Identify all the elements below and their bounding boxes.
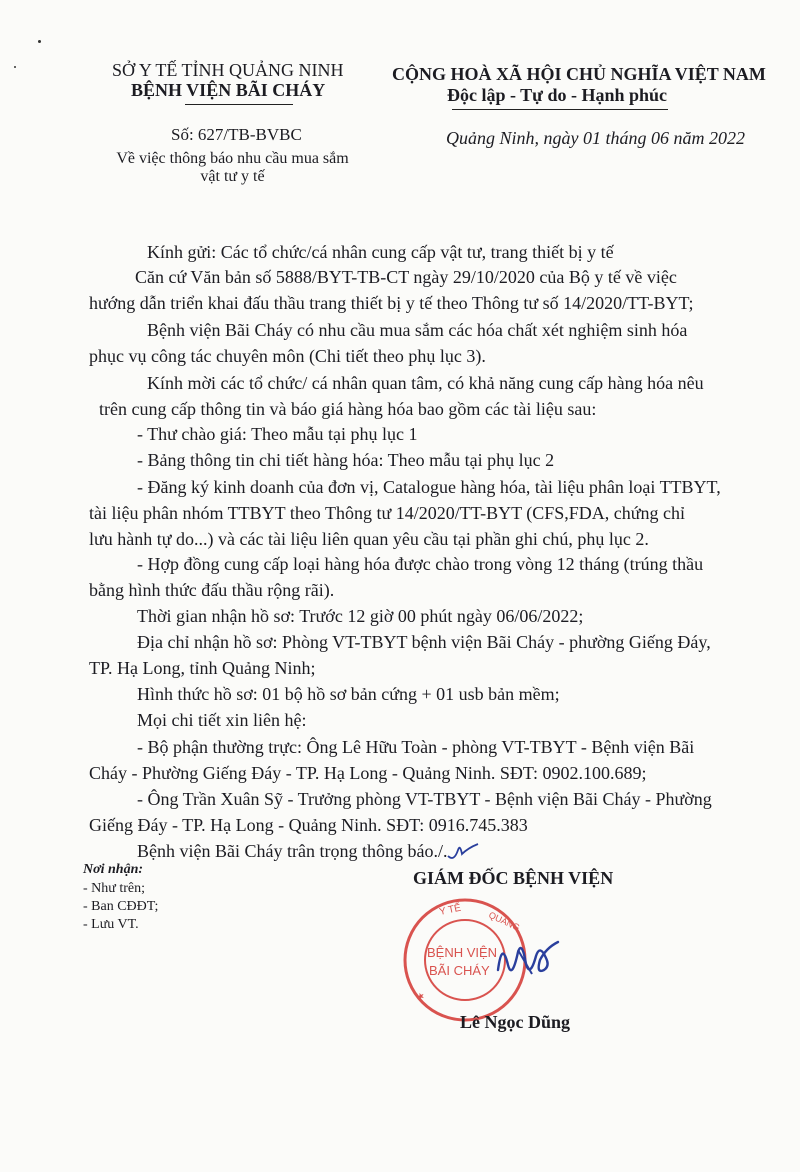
doc-subject bbox=[100, 150, 365, 186]
address-line: TP. Hạ Long, tỉnh Quảng Ninh; bbox=[89, 658, 316, 678]
doc-subject-line: Về việc thông báo nhu cầu mua sắm bbox=[116, 150, 349, 167]
initial-mark-icon bbox=[446, 840, 480, 862]
list-item: - Hợp đồng cung cấp loại hàng hóa được chào trong vòng 12 tháng (trúng thầu bbox=[137, 554, 704, 574]
contact-line: - Bộ phận thường trực: Ông Lê Hữu Toàn - phòng VT-TBYT - Bệnh viện Bãi bbox=[137, 737, 695, 757]
seal-text-line: BỆNH VIỆN bbox=[427, 945, 498, 960]
body-line: phục vụ công tác chuyên môn (Chi tiết theo phụ lục 3). bbox=[89, 346, 486, 366]
body-line: Căn cứ Văn bản số 5888/BYT-TB-CT ngày 29/10/2020 của Bộ y tế về việc bbox=[135, 267, 677, 287]
contact-line: Giếng Đáy - TP. Hạ Long - Quảng Ninh. SĐT: 0916.745.383 bbox=[89, 815, 528, 835]
hospital-name: BỆNH VIỆN BÃI CHÁY bbox=[131, 80, 326, 100]
ministry-name: SỞ Y TẾ TỈNH QUẢNG NINH bbox=[112, 60, 344, 80]
format-line: Hình thức hồ sơ: 01 bộ hồ sơ bản cứng + 01 usb bản mềm; bbox=[137, 684, 560, 704]
list-item-continued: lưu hành tự do...) và các tài liệu liên quan yêu cầu tại phần ghi chú, phụ lục 2. bbox=[89, 529, 649, 549]
national-motto: Độc lập - Tự do - Hạnh phúc bbox=[447, 85, 668, 105]
body-line: Kính mời các tổ chức/ cá nhân quan tâm, có khả năng cung cấp hàng hóa nêu bbox=[147, 373, 704, 393]
list-item-continued: bằng hình thức đấu thầu rộng rãi). bbox=[89, 580, 335, 600]
contact-line: - Ông Trần Xuân Sỹ - Trưởng phòng VT-TBYT - Bệnh viện Bãi Cháy - Phường bbox=[137, 789, 712, 809]
body-line: Bệnh viện Bãi Cháy có nhu cầu mua sắm các hóa chất xét nghiệm sinh hóa bbox=[147, 320, 688, 340]
list-item-continued: tài liệu phân nhóm TTBYT theo Thông tư 14/2020/TT-BYT (CFS,FDA, chứng chỉ bbox=[89, 503, 686, 523]
seal-text bbox=[427, 944, 497, 980]
list-item: - Đăng ký kinh doanh của đơn vị, Catalogue hàng hóa, tài liệu phân loại TTBYT, bbox=[137, 477, 721, 497]
recipient-item: - Ban CĐĐT; bbox=[83, 899, 159, 914]
contact-intro: Mọi chi tiết xin liên hệ: bbox=[137, 710, 307, 730]
motto-underline bbox=[452, 109, 668, 110]
list-item: - Thư chào giá: Theo mẫu tại phụ lục 1 bbox=[137, 424, 418, 444]
signer-name: Lê Ngọc Dũng bbox=[460, 1012, 571, 1032]
list-item: - Bảng thông tin chi tiết hàng hóa: Theo mẫu tại phụ lục 2 bbox=[137, 450, 555, 470]
recipients-title: Nơi nhận: bbox=[83, 862, 144, 877]
signature-title: GIÁM ĐỐC BỆNH VIỆN bbox=[413, 868, 614, 888]
country-name: CỘNG HOÀ XÃ HỘI CHỦ NGHĨA VIỆT NAM bbox=[392, 64, 766, 84]
seal-text-line: BÃI CHÁY bbox=[429, 963, 490, 978]
hospital-underline bbox=[185, 104, 293, 105]
deadline-line: Thời gian nhận hồ sơ: Trước 12 giờ 00 phút ngày 06/06/2022; bbox=[137, 606, 584, 626]
place-date: Quảng Ninh, ngày 01 tháng 06 năm 2022 bbox=[446, 128, 745, 148]
scan-speck bbox=[14, 66, 16, 68]
closing-line: Bệnh viện Bãi Cháy trân trọng thông báo./. bbox=[137, 841, 448, 861]
signature-scribble bbox=[488, 930, 568, 990]
body-line: hướng dẫn triển khai đấu thầu trang thiết bị y tế theo Thông tư số 14/2020/TT-BYT; bbox=[89, 293, 694, 313]
svg-text:QUẢNG: QUẢNG bbox=[487, 909, 522, 933]
scan-speck bbox=[38, 40, 41, 43]
recipient-line: Kính gửi: Các tổ chức/cá nhân cung cấp vật tư, trang thiết bị y tế bbox=[147, 242, 614, 262]
body-line: trên cung cấp thông tin và báo giá hàng hóa bao gồm các tài liệu sau: bbox=[99, 399, 597, 419]
recipient-item: - Như trên; bbox=[83, 881, 146, 896]
svg-text:Y TẾ: Y TẾ bbox=[438, 902, 463, 918]
contact-line: Cháy - Phường Giếng Đáy - TP. Hạ Long - Quảng Ninh. SĐT: 0902.100.689; bbox=[89, 763, 647, 783]
svg-text:★: ★ bbox=[414, 989, 428, 1003]
address-line: Địa chỉ nhận hồ sơ: Phòng VT-TBYT bệnh viện Bãi Cháy - phường Giếng Đáy, bbox=[137, 632, 711, 652]
recipient-item: - Lưu VT. bbox=[83, 917, 139, 932]
doc-number: Số: 627/TB-BVBC bbox=[171, 125, 302, 144]
doc-subject-line: vật tư y tế bbox=[200, 168, 265, 185]
